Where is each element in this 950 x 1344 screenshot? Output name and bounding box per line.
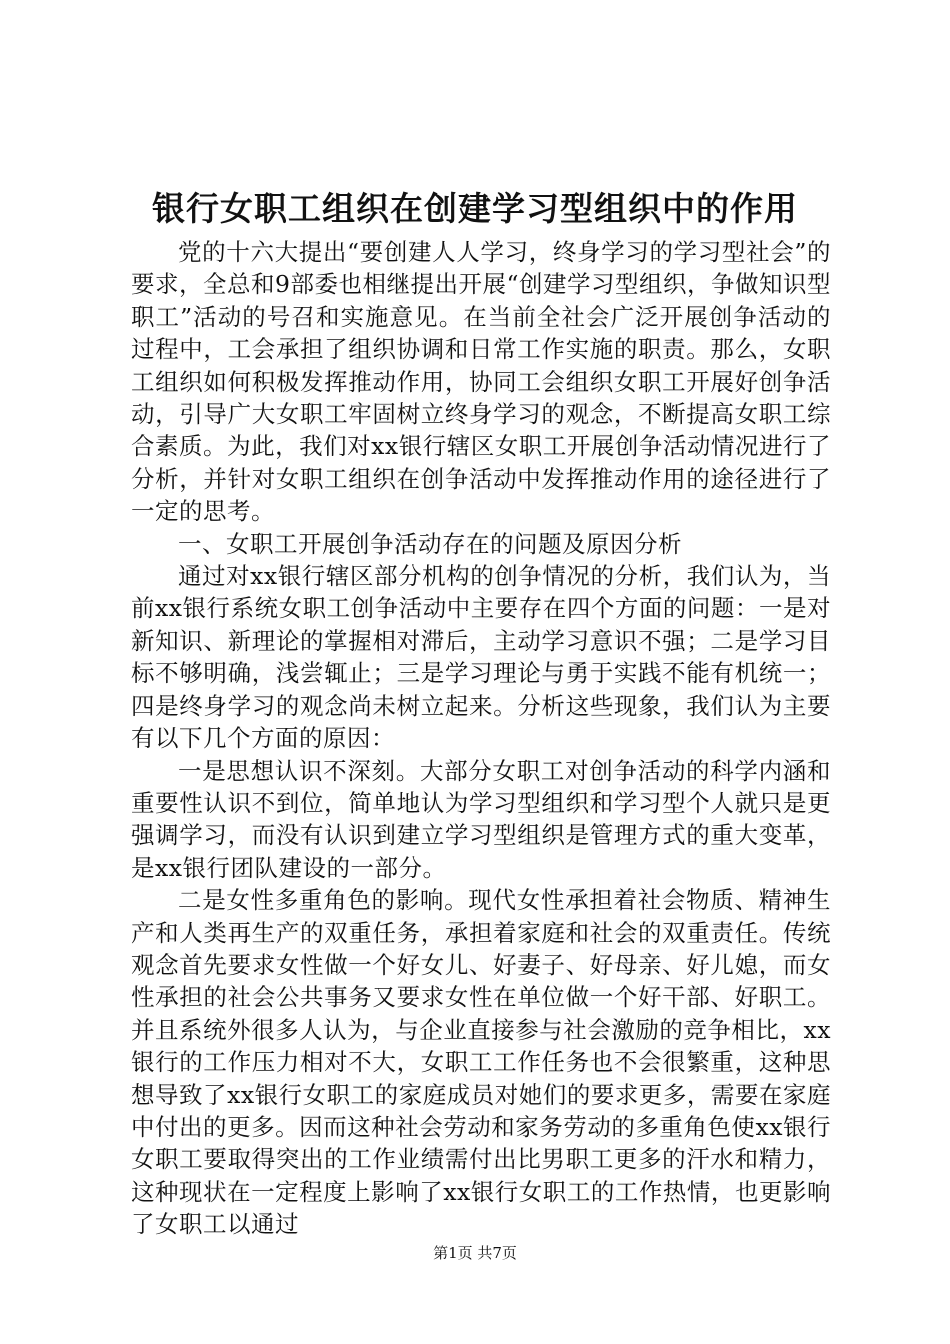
paragraph-reason-2: 二是女性多重角色的影响。现代女性承担着社会物质、精神生产和人类再生产的双重任务，承担着家庭和社会的双重责任。传统观念首先要求女性做一个好女儿、好妻子、好母亲、好儿媳，而女性承担的社会公共事务又要求女性在单位做一个好干部、好职工。并且系统外很多人认为，与企业直接参与社会激励的竞争相比，xx银行的工作压力相对不大，女职工工作任务也不会很繁重，这种思想导致了xx银行女职工的家庭成员对她们的要求更多，需要在家庭中付出的更多。因而这种社会劳动和家务劳动的多重角色使xx银行女职工要取得突出的工作业绩需付出比男职工更多的汗水和精力，这种现状在一定程度上影响了xx银行女职工的工作热情，也更影响了女职工以通过 — [131, 886, 831, 1239]
paragraph-reason-1: 一是思想认识不深刻。大部分女职工对创争活动的科学内涵和重要性认识不到位，简单地认为学习型组织和学习型个人就只是更强调学习，而没有认识到建立学习型组织是管理方式的重大变革，是xx银行团队建设的一部分。 — [131, 756, 831, 882]
page-number-footer: 第1页 共7页 — [433, 1244, 517, 1262]
document-title: 银行女职工组织在创建学习型组织中的作用 — [152, 189, 798, 228]
paragraph-intro: 党的十六大提出“要创建人人学习，终身学习的学习型社会”的要求，全总和9部委也相继提出开展“创建学习型组织，争做知识型职工”活动的号召和实施意见。在当前全社会广泛开展创争活动的过程中，工会承担了组织协调和日常工作实施的职责。那么，女职工组织如何积极发挥推动作用，协同工会组织女职工开展好创争活动，引导广大女职工牢固树立终身学习的观念，不断提高女职工综合素质。为此，我们对xx银行辖区女职工开展创争活动情况进行了分析，并针对女职工组织在创争活动中发挥推动作用的途径进行了一定的思考。 — [131, 238, 831, 526]
paragraph-problems: 通过对xx银行辖区部分机构的创争情况的分析，我们认为，当前xx银行系统女职工创争活动中主要存在四个方面的问题：一是对新知识、新理论的掌握相对滞后，主动学习意识不强；二是学习目标不够明确，浅尝辄止；三是学习理论与勇于实践不能有机统一；四是终身学习的观念尚未树立起来。分析这些现象，我们认为主要有以下几个方面的原因： — [131, 562, 831, 753]
section-heading-1: 一、女职工开展创争活动存在的问题及原因分析 — [178, 529, 682, 558]
document-body — [131, 236, 831, 1241]
